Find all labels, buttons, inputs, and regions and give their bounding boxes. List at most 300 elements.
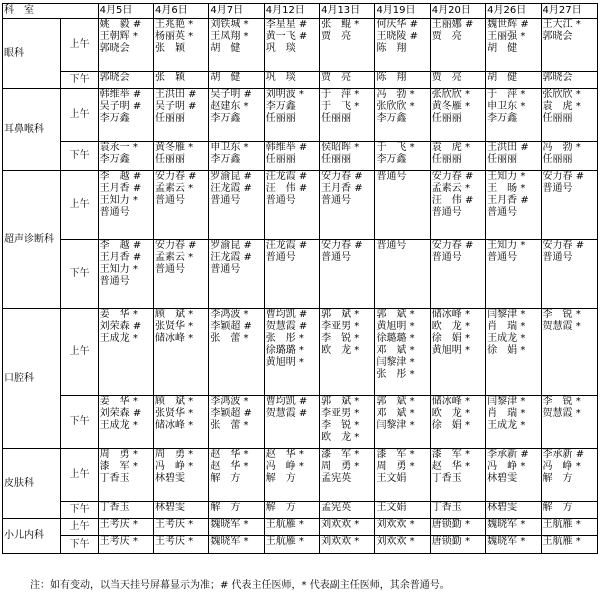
doctor-entry: 安力春 # xyxy=(431,240,474,251)
doctor-entry: 王航雁 * xyxy=(542,519,581,530)
doctor-entry: 汪龙霞 # xyxy=(265,240,308,251)
doctor-entry: 王洪田 # xyxy=(487,142,529,153)
doctor-entry: 魏晓军 * xyxy=(210,536,249,547)
doctor-entry: 郭 斌 * xyxy=(321,309,360,320)
doctor-entry: 赵 华 * xyxy=(431,461,470,472)
doctor-entry: 冯 勃 * xyxy=(376,89,415,100)
doctor-entry: 任丽丽 xyxy=(265,113,296,124)
doctor-entry: 黄一飞 # xyxy=(265,31,308,42)
doctor-entry: 漆 军 * xyxy=(99,461,138,472)
schedule-cell xyxy=(430,19,485,72)
doctor-entry: 任丽丽 xyxy=(542,113,573,124)
doctor-entry: 普通号 xyxy=(155,195,185,206)
doctor-entry: 贾 亮 xyxy=(321,31,352,42)
department-header: 科 室 xyxy=(3,4,99,19)
doctor-entry: 姜 华 * xyxy=(99,309,138,320)
doctor-entry: 刘明波 * xyxy=(265,89,304,100)
doctor-entry: 任丽丽 xyxy=(155,113,185,124)
doctor-entry: 王知力 * xyxy=(99,264,138,275)
doctor-entry: 王成龙 * xyxy=(99,333,138,344)
doctor-entry: 任丽丽 xyxy=(321,113,352,124)
doctor-entry: 李万鑫 xyxy=(487,113,518,124)
schedule-cell xyxy=(375,171,430,240)
doctor-entry: 于 萍 * xyxy=(487,89,526,100)
schedule-row xyxy=(3,396,598,449)
schedule-cell xyxy=(541,72,597,89)
doctor-entry: 汪 伟 # xyxy=(265,183,308,194)
doctor-entry: 袁 虎 * xyxy=(431,142,470,153)
doctor-entry: 于 飞 * xyxy=(321,101,360,112)
schedule-row xyxy=(3,536,598,554)
doctor-entry: 王成龙 * xyxy=(487,333,526,344)
schedule-cell xyxy=(541,142,597,171)
schedule-cell xyxy=(209,309,264,396)
schedule-cell xyxy=(154,89,209,142)
doctor-entry: 张贤华 * xyxy=(155,408,194,419)
doctor-entry: 普通号 xyxy=(265,252,296,263)
schedule-cell xyxy=(486,396,541,449)
doctor-entry: 汪龙霞 # xyxy=(265,171,308,182)
doctor-entry: 胡 健 xyxy=(487,72,518,83)
schedule-cell xyxy=(98,396,153,449)
period-cell: 上午 xyxy=(61,449,98,502)
doctor-entry: 王考庆 * xyxy=(155,519,194,530)
period-cell: 上午 xyxy=(61,89,98,142)
date-header: 4月27日 xyxy=(541,4,597,19)
doctor-entry: 张 颖 xyxy=(155,43,185,54)
schedule-cell xyxy=(264,449,319,502)
doctor-entry: 普通号 xyxy=(431,252,462,263)
doctor-entry: 安力春 # xyxy=(431,171,474,182)
doctor-entry: 韩维举 # xyxy=(265,142,308,153)
doctor-entry: 解 方 xyxy=(542,473,573,484)
doctor-entry: 吴子明 # xyxy=(210,89,252,100)
doctor-entry: 魏世辉 # xyxy=(487,19,529,30)
doctor-entry: 丁香玉 xyxy=(99,502,130,513)
period-cell: 上午 xyxy=(61,171,98,240)
doctor-entry: 袁永一 * xyxy=(99,142,138,153)
schedule-cell xyxy=(375,396,430,449)
doctor-entry: 侯昭晖 * xyxy=(321,142,360,153)
doctor-entry: 徐璐璐 * xyxy=(376,333,415,344)
period-cell: 下午 xyxy=(61,536,98,554)
schedule-cell xyxy=(209,171,264,240)
schedule-row xyxy=(3,519,598,536)
schedule-cell xyxy=(264,171,319,240)
doctor-entry: 贺慧霞 # xyxy=(265,408,308,419)
doctor-entry: 普通号 xyxy=(99,207,130,218)
doctor-entry: 申卫东 * xyxy=(210,142,249,153)
schedule-cell xyxy=(541,171,597,240)
schedule-cell xyxy=(264,142,319,171)
doctor-entry: 魏晓军 * xyxy=(487,536,526,547)
schedule-cell xyxy=(430,519,485,536)
doctor-entry: 普通号 xyxy=(376,171,407,182)
doctor-entry: 任丽丽 xyxy=(265,154,296,165)
doctor-entry: 王朝辉 * xyxy=(99,31,138,42)
doctor-entry: 王晓陵 # xyxy=(376,31,418,42)
doctor-entry: 孟素云 * xyxy=(431,183,470,194)
header-row xyxy=(3,4,598,19)
schedule-cell xyxy=(430,142,485,171)
schedule-cell xyxy=(154,142,209,171)
schedule-row xyxy=(3,89,598,142)
doctor-entry: 李万鑫 xyxy=(265,101,296,112)
doctor-entry: 冯 峥 * xyxy=(542,461,581,472)
schedule-cell xyxy=(486,89,541,142)
doctor-entry: 李万鑫 xyxy=(210,113,241,124)
doctor-entry: 李万鑫 xyxy=(376,113,407,124)
date-header: 4月5日 xyxy=(98,4,153,19)
schedule-cell xyxy=(154,72,209,89)
doctor-entry: 闫黎津 * xyxy=(376,357,415,368)
doctor-entry: 欧 龙 * xyxy=(431,408,470,419)
schedule-cell xyxy=(541,502,597,519)
doctor-entry: 王文娟 xyxy=(376,473,407,484)
doctor-entry: 冯 峥 * xyxy=(265,461,304,472)
schedule-cell xyxy=(209,502,264,519)
doctor-entry: 解 方 xyxy=(542,502,573,513)
schedule-cell xyxy=(430,240,485,309)
schedule-cell xyxy=(430,449,485,502)
doctor-entry: 胡 健 xyxy=(487,43,518,54)
schedule-cell xyxy=(98,240,153,309)
doctor-entry: 巩 琰 xyxy=(265,43,296,54)
schedule-cell xyxy=(320,89,375,142)
doctor-entry: 姜 华 * xyxy=(99,396,138,407)
schedule-row xyxy=(3,19,598,72)
doctor-entry: 解 方 xyxy=(265,502,296,513)
doctor-entry: 汪龙霞 # xyxy=(210,183,252,194)
doctor-entry: 肖 瑞 * xyxy=(487,408,526,419)
doctor-entry: 任丽丽 xyxy=(321,154,352,165)
schedule-cell xyxy=(320,396,375,449)
doctor-entry: 张 彤 * xyxy=(376,369,415,380)
doctor-entry: 闫黎津 * xyxy=(487,396,526,407)
doctor-entry: 解 方 xyxy=(210,502,241,513)
schedule-row xyxy=(3,142,598,171)
doctor-entry: 肖 瑞 * xyxy=(487,321,526,332)
schedule-cell xyxy=(375,142,430,171)
doctor-entry: 解 方 xyxy=(210,473,241,484)
doctor-entry: 王知力 * xyxy=(99,195,138,206)
schedule-cell xyxy=(375,502,430,519)
doctor-entry: 郭晓会 xyxy=(99,72,130,83)
schedule-cell xyxy=(486,536,541,554)
doctor-entry: 张欣欣 * xyxy=(376,101,415,112)
doctor-entry: 任丽丽 xyxy=(431,113,462,124)
schedule-cell xyxy=(264,89,319,142)
doctor-entry: 赵建东 * xyxy=(210,101,249,112)
doctor-entry: 贺慧霞 # xyxy=(265,321,308,332)
doctor-entry: 漆 军 * xyxy=(376,449,415,460)
schedule-cell xyxy=(264,309,319,396)
doctor-entry: 普通号 xyxy=(265,195,296,206)
schedule-cell xyxy=(541,309,597,396)
doctor-entry: 闫黎津 * xyxy=(376,420,415,431)
doctor-entry: 欧 龙 * xyxy=(431,321,470,332)
doctor-entry: 王知力 * xyxy=(487,171,526,182)
doctor-entry: 巩 琰 xyxy=(265,72,296,83)
doctor-entry: 刘欢欢 * xyxy=(376,519,415,530)
doctor-entry: 郭晓会 xyxy=(542,72,573,83)
doctor-entry: 周 勇 * xyxy=(376,461,415,472)
doctor-entry: 李承新 # xyxy=(487,449,529,460)
doctor-entry: 黄旭明 * xyxy=(431,345,470,356)
period-cell: 上午 xyxy=(61,519,98,536)
doctor-entry: 刘欢欢 * xyxy=(376,536,415,547)
doctor-entry: 魏晓军 * xyxy=(487,519,526,530)
schedule-row xyxy=(3,502,598,519)
schedule-cell xyxy=(320,502,375,519)
period-cell: 下午 xyxy=(61,72,98,89)
department-cell: 眼科 xyxy=(3,19,61,89)
doctor-entry: 赵 华 * xyxy=(265,449,304,460)
doctor-entry: 任丽丽 xyxy=(542,154,573,165)
schedule-cell xyxy=(320,449,375,502)
doctor-entry: 贺慧霞 * xyxy=(542,408,581,419)
department-cell: 超声诊断科 xyxy=(3,171,61,309)
date-header: 4月12日 xyxy=(264,4,319,19)
doctor-entry: 普通号 xyxy=(210,195,241,206)
schedule-cell xyxy=(209,536,264,554)
doctor-entry: 李 越 # xyxy=(99,171,142,182)
schedule-row xyxy=(3,240,598,309)
doctor-entry: 周 勇 * xyxy=(99,449,138,460)
schedule-cell xyxy=(154,502,209,519)
doctor-entry: 刘荣森 # xyxy=(99,321,142,332)
schedule-cell xyxy=(209,396,264,449)
doctor-entry: 李 锐 * xyxy=(321,420,360,431)
doctor-entry: 王航雁 * xyxy=(265,519,304,530)
schedule-cell xyxy=(320,309,375,396)
doctor-entry: 曹均凯 # xyxy=(265,396,308,407)
schedule-cell xyxy=(209,89,264,142)
doctor-entry: 贾 亮 xyxy=(431,31,462,42)
doctor-entry: 王月香 # xyxy=(99,252,142,263)
doctor-entry: 王兆艳 * xyxy=(155,19,194,30)
schedule-cell xyxy=(486,171,541,240)
schedule-cell xyxy=(264,536,319,554)
doctor-entry: 李万鑫 xyxy=(99,154,130,165)
doctor-entry: 丁香玉 xyxy=(99,473,130,484)
doctor-entry: 王考庆 * xyxy=(99,519,138,530)
doctor-entry: 张欣欣 * xyxy=(542,89,581,100)
doctor-entry: 安力春 # xyxy=(542,240,585,251)
schedule-cell xyxy=(209,240,264,309)
doctor-entry: 顾 斌 * xyxy=(155,396,194,407)
doctor-entry: 孟宪英 xyxy=(321,502,352,513)
doctor-entry: 刘铁城 * xyxy=(210,19,249,30)
doctor-entry: 贾 亮 xyxy=(431,72,462,83)
doctor-entry: 王航雁 * xyxy=(542,536,581,547)
doctor-entry: 徐 娟 * xyxy=(487,345,526,356)
doctor-entry: 孟宪英 xyxy=(321,473,352,484)
schedule-cell xyxy=(375,519,430,536)
doctor-entry: 何庆华 # xyxy=(376,19,418,30)
schedule-cell xyxy=(430,72,485,89)
schedule-cell xyxy=(98,519,153,536)
schedule-cell xyxy=(541,449,597,502)
doctor-entry: 林碧雯 xyxy=(155,473,185,484)
doctor-entry: 郭 斌 * xyxy=(321,396,360,407)
doctor-entry: 普通号 xyxy=(542,183,573,194)
doctor-entry: 王月香 # xyxy=(321,183,363,194)
doctor-entry: 王凤翔 * xyxy=(210,31,249,42)
doctor-entry: 罗渝昆 # xyxy=(210,171,252,182)
doctor-entry: 王航雁 * xyxy=(265,536,304,547)
doctor-entry: 黄冬雁 * xyxy=(431,101,470,112)
doctor-entry: 王文娟 xyxy=(376,502,407,513)
doctor-entry: 黄旭明 * xyxy=(265,357,304,368)
doctor-entry: 刘欢欢 * xyxy=(321,519,360,530)
doctor-entry: 黄旭明 * xyxy=(376,321,415,332)
schedule-cell xyxy=(486,519,541,536)
doctor-entry: 杨丽英 * xyxy=(155,31,194,42)
doctor-entry: 李颖超 # xyxy=(210,408,252,419)
doctor-entry: 安力春 # xyxy=(155,171,197,182)
doctor-entry: 郭 斌 * xyxy=(376,396,415,407)
doctor-entry: 王 旸 * xyxy=(487,183,526,194)
doctor-entry: 郭晓会 xyxy=(99,43,130,54)
schedule-row xyxy=(3,72,598,89)
doctor-entry: 储冰峰 * xyxy=(155,420,194,431)
doctor-entry: 王知力 * xyxy=(487,240,526,251)
doctor-entry: 欧 龙 * xyxy=(321,345,360,356)
doctor-entry: 普通号 xyxy=(487,207,518,218)
schedule-cell xyxy=(264,396,319,449)
doctor-entry: 储冰峰 * xyxy=(431,396,470,407)
doctor-entry: 安力春 # xyxy=(321,240,363,251)
schedule-cell xyxy=(375,536,430,554)
schedule-cell xyxy=(486,72,541,89)
schedule-cell xyxy=(486,240,541,309)
schedule-cell xyxy=(486,309,541,396)
doctor-entry: 唐锁勤 * xyxy=(431,536,470,547)
date-header: 4月6日 xyxy=(154,4,209,19)
schedule-cell xyxy=(98,72,153,89)
doctor-entry: 闫黎津 * xyxy=(487,309,526,320)
doctor-entry: 王成龙 * xyxy=(487,420,526,431)
period-cell: 下午 xyxy=(61,502,98,519)
schedule-cell xyxy=(486,449,541,502)
schedule-cell xyxy=(264,19,319,72)
period-cell: 上午 xyxy=(61,309,98,396)
doctor-entry: 李 锐 * xyxy=(542,396,581,407)
doctor-entry: 郭 斌 * xyxy=(376,309,415,320)
schedule-cell xyxy=(430,309,485,396)
doctor-entry: 于 飞 * xyxy=(376,142,415,153)
department-cell: 耳鼻喉科 xyxy=(3,89,61,171)
doctor-entry: 张 鲲 * xyxy=(321,19,360,30)
doctor-entry: 王洪田 # xyxy=(155,89,197,100)
doctor-entry: 安力春 # xyxy=(321,171,363,182)
doctor-entry: 郭晓会 xyxy=(542,31,573,42)
doctor-entry: 普通号 xyxy=(321,195,352,206)
doctor-entry: 王月香 # xyxy=(487,195,529,206)
schedule-cell xyxy=(154,309,209,396)
schedule-cell xyxy=(154,171,209,240)
period-cell: 下午 xyxy=(61,396,98,449)
doctor-entry: 安力春 # xyxy=(155,240,197,251)
doctor-entry: 普通号 xyxy=(155,264,185,275)
schedule-cell xyxy=(486,502,541,519)
doctor-entry: 王丽娜 # xyxy=(431,19,474,30)
doctor-entry: 普通号 xyxy=(487,252,518,263)
schedule-cell xyxy=(430,396,485,449)
doctor-entry: 徐 娟 * xyxy=(431,333,470,344)
period-cell: 下午 xyxy=(61,240,98,309)
schedule-cell xyxy=(209,519,264,536)
doctor-entry: 冯 峥 * xyxy=(155,461,194,472)
doctor-entry: 刘荣森 # xyxy=(99,408,142,419)
schedule-cell xyxy=(154,396,209,449)
schedule-cell xyxy=(98,142,153,171)
schedule-cell xyxy=(541,89,597,142)
footnote: 注：如有变动，以当天挂号屏幕显示为准；# 代表主任医师，* 代表副主任医师，其余普通号。 xyxy=(30,580,450,591)
doctor-entry: 李星星 # xyxy=(265,19,308,30)
date-header: 4月7日 xyxy=(209,4,264,19)
doctor-entry: 胡 健 xyxy=(210,43,241,54)
schedule-cell xyxy=(320,240,375,309)
doctor-entry: 汪龙霞 # xyxy=(210,252,252,263)
doctor-entry: 王大江 * xyxy=(542,19,581,30)
doctor-entry: 吴子明 # xyxy=(99,101,142,112)
schedule-cell xyxy=(375,309,430,396)
doctor-entry: 徐璐璐 * xyxy=(265,345,304,356)
schedule-table xyxy=(2,3,598,554)
doctor-entry: 赵 华 * xyxy=(210,461,249,472)
schedule-cell xyxy=(541,240,597,309)
date-header: 4月13日 xyxy=(320,4,375,19)
doctor-entry: 邓 斌 * xyxy=(376,408,415,419)
doctor-entry: 王成龙 * xyxy=(99,420,138,431)
doctor-entry: 李万鑫 xyxy=(99,113,130,124)
doctor-entry: 黄冬雁 * xyxy=(155,142,194,153)
doctor-entry: 林碧雯 xyxy=(487,502,518,513)
schedule-cell xyxy=(154,240,209,309)
schedule-cell xyxy=(541,536,597,554)
doctor-entry: 顾 斌 * xyxy=(155,309,194,320)
schedule-row xyxy=(3,309,598,396)
doctor-entry: 贾 亮 xyxy=(321,72,352,83)
doctor-entry: 普通号 xyxy=(376,240,407,251)
schedule-cell xyxy=(430,89,485,142)
schedule-cell xyxy=(320,171,375,240)
doctor-entry: 周 勇 * xyxy=(321,461,360,472)
doctor-entry: 李颖超 # xyxy=(210,321,252,332)
doctor-entry: 吴子明 # xyxy=(155,101,197,112)
schedule-cell xyxy=(154,19,209,72)
schedule-cell xyxy=(375,449,430,502)
doctor-entry: 陈 翔 xyxy=(376,43,407,54)
schedule-cell xyxy=(264,519,319,536)
doctor-entry: 冯 峥 * xyxy=(487,461,526,472)
schedule-cell xyxy=(320,19,375,72)
schedule-cell xyxy=(209,72,264,89)
doctor-entry: 李 锐 * xyxy=(542,309,581,320)
schedule-cell xyxy=(98,502,153,519)
schedule-cell xyxy=(98,309,153,396)
schedule-cell xyxy=(320,519,375,536)
doctor-entry: 林碧雯 xyxy=(155,502,185,513)
schedule-cell xyxy=(264,240,319,309)
schedule-cell xyxy=(320,142,375,171)
doctor-entry: 曹均凯 # xyxy=(265,309,308,320)
doctor-entry: 任丽丽 xyxy=(487,154,518,165)
doctor-entry: 冯 勃 * xyxy=(542,142,581,153)
schedule-cell xyxy=(209,142,264,171)
